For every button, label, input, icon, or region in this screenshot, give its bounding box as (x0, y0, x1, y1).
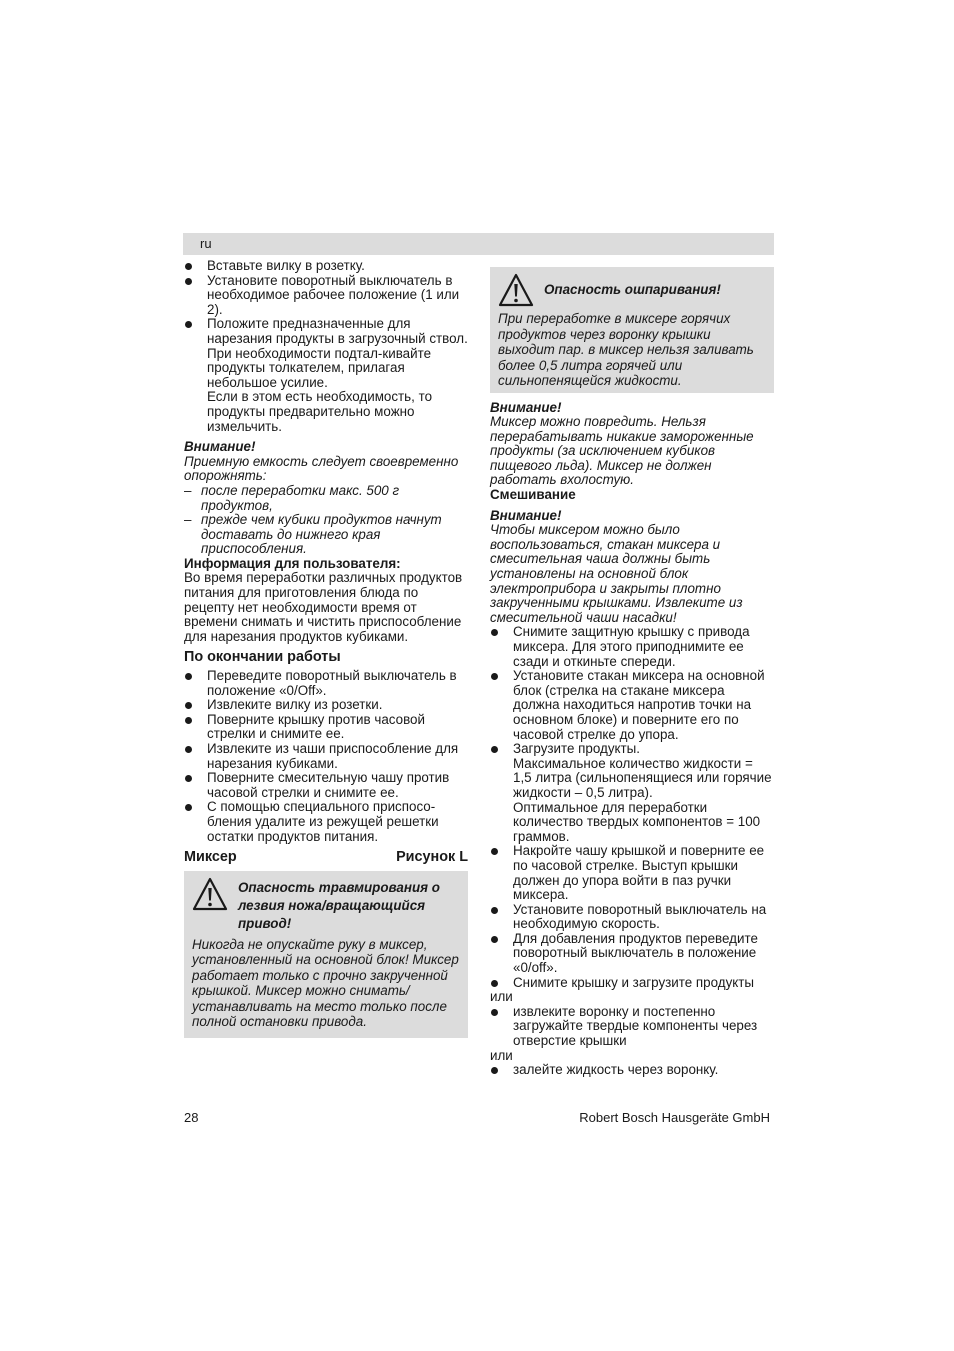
mixing-steps-list-continued (490, 844, 774, 990)
warning-triangle-icon (192, 877, 228, 911)
list-item: Поверните крышку против часовой стрелки и снимите ее. (184, 713, 468, 742)
start-steps-list (184, 259, 468, 390)
scald-warning-text: При переработке в миксере горячих продуктов через воронку крышки выходит пар. в миксер нельзя заливать более 0,5 литра горячей или сильнопенящейся жидкости. (498, 311, 754, 388)
attention-heading: Внимание! (490, 399, 562, 415)
attention-dash-list (184, 484, 468, 557)
attention-text: Миксер можно повредить. Нельзя перерабатывать никакие замороженные продукты (за исключением кубиков пищевого льда). Миксер не должен работать вхолостую. (490, 414, 754, 488)
attention-heading: Внимание! (490, 507, 562, 523)
warning-triangle-icon (498, 273, 534, 307)
page-number: 28 (184, 1110, 199, 1125)
mixer-section-heading (184, 850, 468, 865)
list-item: С помощью специального приспосо-бления удалите из режущей решетки остатки продуктов питания. (184, 800, 468, 844)
injury-warning-title: Опасность травмирования о лезвия ножа/вращающийся привод! (238, 879, 440, 931)
option-list (490, 1063, 774, 1078)
footer-company: Robert Bosch Hausgeräte GmbH (579, 1110, 770, 1125)
list-item: Положите предназначенные для нарезания продукты в загрузочный ствол. При необходимости подтал-кивайте продукты толкателем, прилагая небольшое усилие. (184, 317, 468, 390)
end-steps-list (184, 669, 468, 844)
injury-warning-box (184, 871, 468, 1038)
mixing-steps-list (490, 625, 774, 756)
list-item: Установите поворотный выключатель в необходимое рабочее положение (1 или 2). (184, 274, 468, 318)
list-item: Извлеките из чаши приспособление для нарезания кубиками. (184, 742, 468, 771)
list-item: Извлеките вилку из розетки. (184, 698, 468, 713)
list-item-continuation: Если в этом есть необходимость, то продукты предварительно можно измельчить. (207, 389, 433, 434)
mixer-title: Миксер (184, 849, 237, 866)
or-separator: или (490, 989, 513, 1005)
list-item: Снимите крышку и загрузите продукты (490, 976, 774, 991)
list-item: Установите поворотный выключатель на необходимую скорость. (490, 903, 774, 932)
list-item: Снимите защитную крышку с привода миксера. Для этого приподнимите ее сзади и откиньте спереди. (490, 625, 774, 669)
injury-warning-text: Никогда не опускайте руку в миксер, установленный на основной блок! Миксер работает только с прочно закрученной крышкой. Миксер можно снимать/устанавливать на место только после полной остановки привода. (192, 936, 459, 1030)
mixing-heading: Смешивание (490, 487, 576, 503)
language-header-bar (183, 233, 774, 255)
list-item: Загрузите продукты. (490, 742, 774, 757)
attention-text: Приемную емкость следует своевременно опорожнять: (184, 453, 459, 484)
right-column (490, 267, 774, 1078)
figure-reference: Рисунок L (396, 849, 468, 866)
left-column (184, 259, 468, 1038)
list-item: Поверните смесительную чашу против часовой стрелки и снимите ее. (184, 771, 468, 800)
user-info-heading: Информация для пользователя: (184, 555, 401, 571)
list-item-continuation: Максимальное количество жидкости = 1,5 литра (сильнопенящиеся или горячие жидкости – 0,5 литра). (513, 755, 772, 800)
list-item-continuation: Оптимальное для переработки количество твердых компонентов = 100 граммов. (513, 799, 761, 844)
list-item: Накройте чашу крышкой и поверните ее по часовой стрелке. Выступ крышки должен до упора войти в паз ручки миксера. (490, 844, 774, 902)
attention-heading: Внимание! (184, 439, 256, 455)
list-item: Для добавления продуктов переведите поворотный выключатель в положение «0/off». (490, 932, 774, 976)
or-separator: или (490, 1047, 513, 1063)
dash-item: – прежде чем кубики продуктов начнут доставать до нижнего края приспособления. (184, 513, 468, 557)
attention-text: Чтобы миксером можно было воспользоваться, стакан миксера и смесительная чаша должны быть установлены на основной блок электроприбора и закрыты плотно закрученными крышками. Извлеките из смесительной чаши насадки! (490, 522, 743, 625)
list-item: Установите стакан миксера на основной блок (стрелка на стакане миксера должна находиться напротив точки на основном блоке) и поверните его по часовой стрелке до упора. (490, 669, 774, 742)
dash-item: – после переработки макс. 500 г продуктов, (184, 484, 468, 513)
section-heading-end-of-work: По окончании работы (184, 649, 341, 666)
list-item: Вставьте вилку в розетку. (184, 259, 468, 274)
language-code: ru (200, 236, 212, 251)
scald-warning-box (490, 267, 774, 393)
list-item: залейте жидкость через воронку. (490, 1063, 774, 1078)
list-item: извлеките воронку и постепенно загружайте твердые компоненты через отверстие крышки (490, 1005, 774, 1049)
user-info-text: Во время переработки различных продуктов питания для приготовления блюда по рецепту нет необходимости время от времени снимать и чистить приспособление для нарезания продуктов кубиками. (184, 570, 463, 644)
list-item: Переведите поворотный выключатель в положение «0/Off». (184, 669, 468, 698)
scald-warning-title: Опасность ошпаривания! (544, 282, 721, 297)
option-list (490, 1005, 774, 1049)
